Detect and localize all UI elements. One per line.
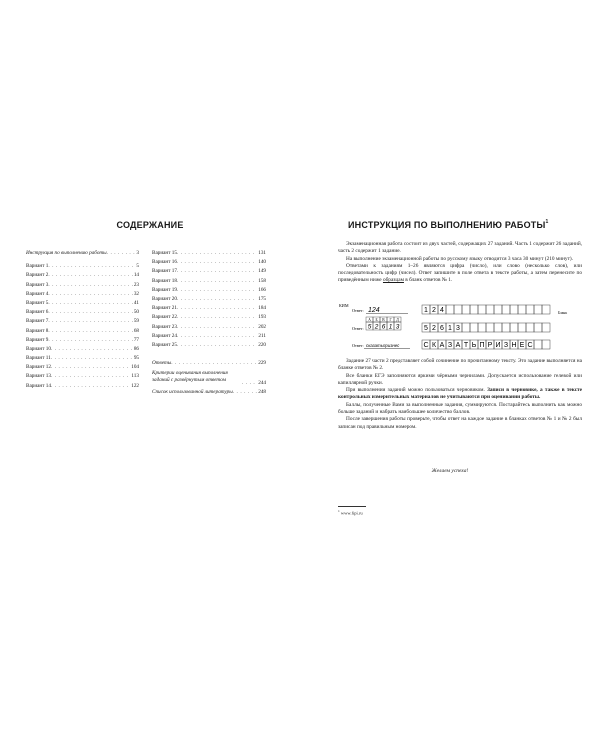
toc-entry-title: Вариант 4 [26,290,49,297]
toc-entry[interactable] [26,363,139,372]
toc-leader-dots [177,341,257,350]
blank2-char: 3 [456,325,460,333]
letter-label: А [368,318,371,322]
toc-entry-title: Вариант 10 [26,345,51,352]
toc-entry-title: Вариант 1 [26,263,49,270]
blank3-char: П [479,342,485,350]
toc-leader-dots [177,286,257,295]
blank2-char: 5 [424,325,428,333]
blank2-cell [470,323,478,332]
blank3-char: К [431,342,437,350]
samples-figure [338,302,582,358]
toc-entry-title: Инструкция по выполнению работы [26,250,107,256]
toc-entry-page: 86 [133,345,139,352]
blank3-char: Р [487,342,493,350]
toc-entry-page: 211 [258,332,266,339]
toc-entry[interactable] [26,290,139,299]
toc-entry[interactable] [152,388,266,397]
toc-entry-title: Вариант 17 [152,268,177,275]
hand-answer-3: сказатьпризнес [366,343,400,348]
toc-column-1 [26,249,139,391]
blank1-cell [494,305,502,314]
instruction-text-1 [338,241,582,285]
footnote [338,509,363,516]
toc-entry[interactable] [26,317,139,326]
toc-leader-dots [48,299,132,308]
toc-leader-dots [177,258,257,267]
footnote-rule [338,506,366,507]
blank1-cell [502,305,510,314]
blank2-cell [526,323,534,332]
toc-leader-dots [107,249,136,258]
toc-leader-dots [48,262,135,271]
toc-entry-page: 104 [131,364,139,371]
blank3-char: А [439,342,445,350]
blank2-cell [518,323,526,332]
toc-leader-dots [177,304,257,313]
toc-leader-dots [177,277,257,286]
blank1-cell [446,305,454,314]
toc-entry-page: 166 [258,286,266,293]
toc-entry[interactable] [26,281,139,290]
toc-entry[interactable] [152,313,266,322]
toc-leader-dots [242,379,257,388]
toc-entry-title: Вариант 19 [152,286,177,293]
blank1-cell [454,305,462,314]
digit-value: 3 [395,323,400,331]
toc-entry[interactable] [152,295,266,304]
toc-entry[interactable] [26,336,139,345]
toc-entry[interactable] [26,354,139,363]
toc-entry-title: Вариант 16 [152,259,177,266]
toc-entry-title: Вариант 12 [26,364,51,371]
toc-entry-title: Вариант 14 [26,382,51,389]
toc-entry-title: Вариант 6 [26,309,49,316]
toc-entry-page: 220 [258,341,266,348]
blank-cells-1 [422,305,550,314]
toc-entry-title: Вариант 25 [152,341,177,348]
toc-entry-page: 5 [136,263,139,270]
blank2-cell [494,323,502,332]
toc-entry-page: 244 [258,380,266,387]
toc-entry[interactable] [26,308,139,317]
blank1-cell [478,305,486,314]
toc-leader-dots [51,372,130,381]
paragraph [338,263,582,285]
toc-leader-dots [48,271,132,280]
toc-entry-title: Вариант 22 [152,314,177,321]
toc-entry[interactable] [26,299,139,308]
paragraph: После завершения работы проверьте, чтобы ответ на каждое задание в бланках ответов № 1 и № 2 был записан под правильным номером. [338,416,582,430]
blank3-char: И [495,342,501,350]
blank2-cell [478,323,486,332]
toc-leader-dots [233,388,257,397]
toc-entry[interactable] [152,258,266,267]
paragraph: Задание 27 части 2 представляет собой сочинение по прочитанному тексту. Это задание выполняется на бланке ответов № 2. [338,358,582,372]
toc-entry-page: 140 [258,259,266,266]
digit-value: 1 [388,323,393,331]
toc-entry-page: 14 [133,272,139,279]
toc-entry[interactable] [26,382,139,391]
blank2-cell [486,323,494,332]
blank3-char: С [527,342,533,350]
toc-entry-title: Вариант 23 [152,323,177,330]
answer-samples [338,302,582,354]
blank-cells-3 [422,340,550,349]
blank3-char: С [423,342,429,350]
toc-entry[interactable] [152,304,266,313]
toc-entry[interactable] [152,332,266,341]
letter-label: В [382,318,385,322]
blank1-cell [518,305,526,314]
blank2-cell [502,323,510,332]
otvet-label: Ответ: [352,308,364,313]
blank2-cell [510,323,518,332]
toc-leader-dots [171,359,257,368]
toc-entry[interactable] [26,372,139,381]
paragraph-text: При выполнении заданий можно пользоваться черновиком. [346,387,485,394]
underlined-word: образцам [382,277,404,284]
otvet-label-3: Ответ: [352,343,364,348]
heading-footnote-mark: 1 [545,219,549,225]
digit-value: 2 [374,323,379,331]
toc-entry-title: Вариант 11 [26,355,51,362]
toc-entry[interactable] [152,370,266,388]
footnote-text: www.fipi.ru [340,510,363,516]
bold-text: Записи в черновике, а также в тексте контрольных измерительных материалов не учитываются при оценивании работы. [338,387,582,401]
toc-entry-page: 41 [133,299,139,306]
instruction-title: ИНСТРУКЦИЯ ПО ВЫПОЛНЕНИЮ РАБОТЫ [348,220,546,230]
blank1-cell [470,305,478,314]
toc-entry-page: 77 [133,336,139,343]
paragraph: Все бланки ЕГЭ заполняются яркими чёрными чернилами. Допускается использование гелевой или капиллярной ручки. [338,372,582,386]
toc-leader-dots [51,345,133,354]
toc-entry[interactable] [152,249,266,258]
toc-entry-title: Вариант 18 [152,277,177,284]
blank1-cell [510,305,518,314]
toc-entry[interactable] [26,262,139,271]
toc-entry-title: Вариант 7 [26,318,49,325]
toc-entry[interactable] [152,277,266,286]
toc-leader-dots [177,323,257,332]
toc-entry-title: Критерии оценивания выполнения заданий с развёрнутым ответом [152,370,228,383]
blank1-char: 1 [424,307,428,315]
paragraph-text: Ответами к заданиям 1–26 являются цифра (число), или слово (несколько слов), или последовательность цифр (чисел). Ответ запишите в поле ответа в тексте работы, а затем перенесите по приведённым ниже [338,262,582,284]
toc-entry-page: 131 [258,250,266,256]
toc-entry-title: Вариант 3 [26,281,49,288]
toc-leader-dots [48,336,132,345]
blank2-char: 6 [440,325,444,333]
digit-value: 6 [381,323,386,331]
toc-entry[interactable] [152,359,266,368]
hand-answer-1: 124 [368,307,380,314]
paragraph: Баллы, полученные Вами за выполненные задания, суммируются. Постарайтесь выполнить как можно больше заданий и набрать наибольшее количество баллов. [338,401,582,416]
toc-entry-page: 95 [133,355,139,362]
kim-label: КИМ [339,303,349,308]
blank-cells-2 [422,323,550,332]
blank3-cell [542,340,550,349]
toc-leader-dots [48,317,132,326]
toc-entry-page: 23 [133,281,139,288]
toc-entry-title: Вариант 2 [26,272,49,279]
toc-entry[interactable] [152,286,266,295]
toc-entry-page: 122 [131,382,139,389]
toc-entry[interactable] [26,249,139,258]
toc-entry-title: Вариант 24 [152,332,177,339]
toc-leader-dots [177,332,257,341]
digit-value: 5 [367,323,372,331]
blank1-cell [526,305,534,314]
toc-entry-title: Вариант 20 [152,295,177,302]
letter-digit-table [366,317,401,331]
paragraph-text: в бланк ответов № 1. [403,277,453,284]
instruction-text-2 [338,358,582,431]
good-luck: Желаем успеха! [431,468,469,474]
instruction-heading [348,220,549,230]
toc-heading: СОДЕРЖАНИЕ [116,220,184,230]
blank3-char: Ь [471,342,477,350]
toc-entry-page: 158 [258,277,266,284]
blank3-char: Н [511,342,517,350]
toc-entry[interactable] [152,341,266,350]
otvet-label-2: Ответ: [352,326,364,331]
toc-entry-title: Вариант 13 [26,373,51,380]
blank3-char: Т [463,342,469,350]
blank1-cell [486,305,494,314]
blank3-cell [534,340,542,349]
toc-leader-dots [51,354,133,363]
blank2-char: 2 [432,325,436,333]
toc-leader-dots [177,295,257,304]
blank3-char: З [447,342,453,350]
blank1-cell [542,305,550,314]
toc-entry-page: 68 [133,327,139,334]
toc-entry-title: Вариант 15 [152,250,177,256]
paragraph: На выполнение экзаменационной работы по русскому языку отводится 3 часа 30 минут (210 минут). [346,255,573,262]
footnote-number: 1 [338,509,340,513]
blank2-char: 1 [448,325,452,333]
toc-entry-page: 113 [131,373,139,380]
toc-entry-page: 59 [133,318,139,325]
blank1-char: 4 [440,307,444,315]
letter-label: Г [389,318,392,322]
blank3-char: З [503,342,509,350]
toc-entry-page: 175 [258,295,266,302]
paragraph [338,387,582,402]
paragraph: Экзаменационная работа состоит из двух частей, содержащих 27 заданий. Часть 1 содержит 26 заданий, часть 2 содержит 1 задание. [338,241,582,255]
blank3-char: А [455,342,461,350]
toc-leader-dots [177,313,257,322]
toc-entry-page: 3 [136,250,139,256]
toc-leader-dots [51,363,130,372]
toc-entry-page: 193 [258,314,266,321]
blank1-char: 2 [432,307,436,315]
letter-label: Б [375,318,378,322]
toc-entry-title: Вариант 9 [26,336,49,343]
toc-entry-page: 32 [133,290,139,297]
toc-leader-dots [48,308,132,317]
toc-leader-dots [48,281,132,290]
blank1-cell [462,305,470,314]
toc-entry-page: 149 [258,268,266,275]
toc-leader-dots [48,327,132,336]
blank2-cell [534,323,542,332]
toc-leader-dots [51,382,130,391]
toc-entry[interactable] [152,323,266,332]
toc-leader-dots [48,290,132,299]
toc-entry[interactable] [26,345,139,354]
toc-entry-page: 202 [258,323,266,330]
letter-label: Д [396,318,399,322]
toc-entry-title: Вариант 21 [152,305,177,312]
toc-entry[interactable] [26,327,139,336]
blank2-cell [462,323,470,332]
toc-entry-title: Вариант 8 [26,327,49,334]
toc-leader-dots [177,249,257,258]
toc-entry-page: 50 [133,309,139,316]
blank2-cell [542,323,550,332]
toc-entry-title: Список использованной литературы [152,389,233,396]
toc-entry-page: 184 [258,305,266,312]
blank3-char: Е [519,342,525,350]
blank1-cell [534,305,542,314]
right-page [300,0,600,750]
toc-entry-page: 248 [258,389,266,396]
blank-label: Бланк [558,311,568,315]
toc-entry[interactable] [26,271,139,280]
toc-entry-title: Вариант 5 [26,299,49,306]
toc-entry-page: 229 [258,360,266,367]
toc-leader-dots [177,267,257,276]
toc-column-2 [152,249,266,397]
toc-entry[interactable] [152,267,266,276]
toc-entry-title: Ответы [152,360,172,367]
